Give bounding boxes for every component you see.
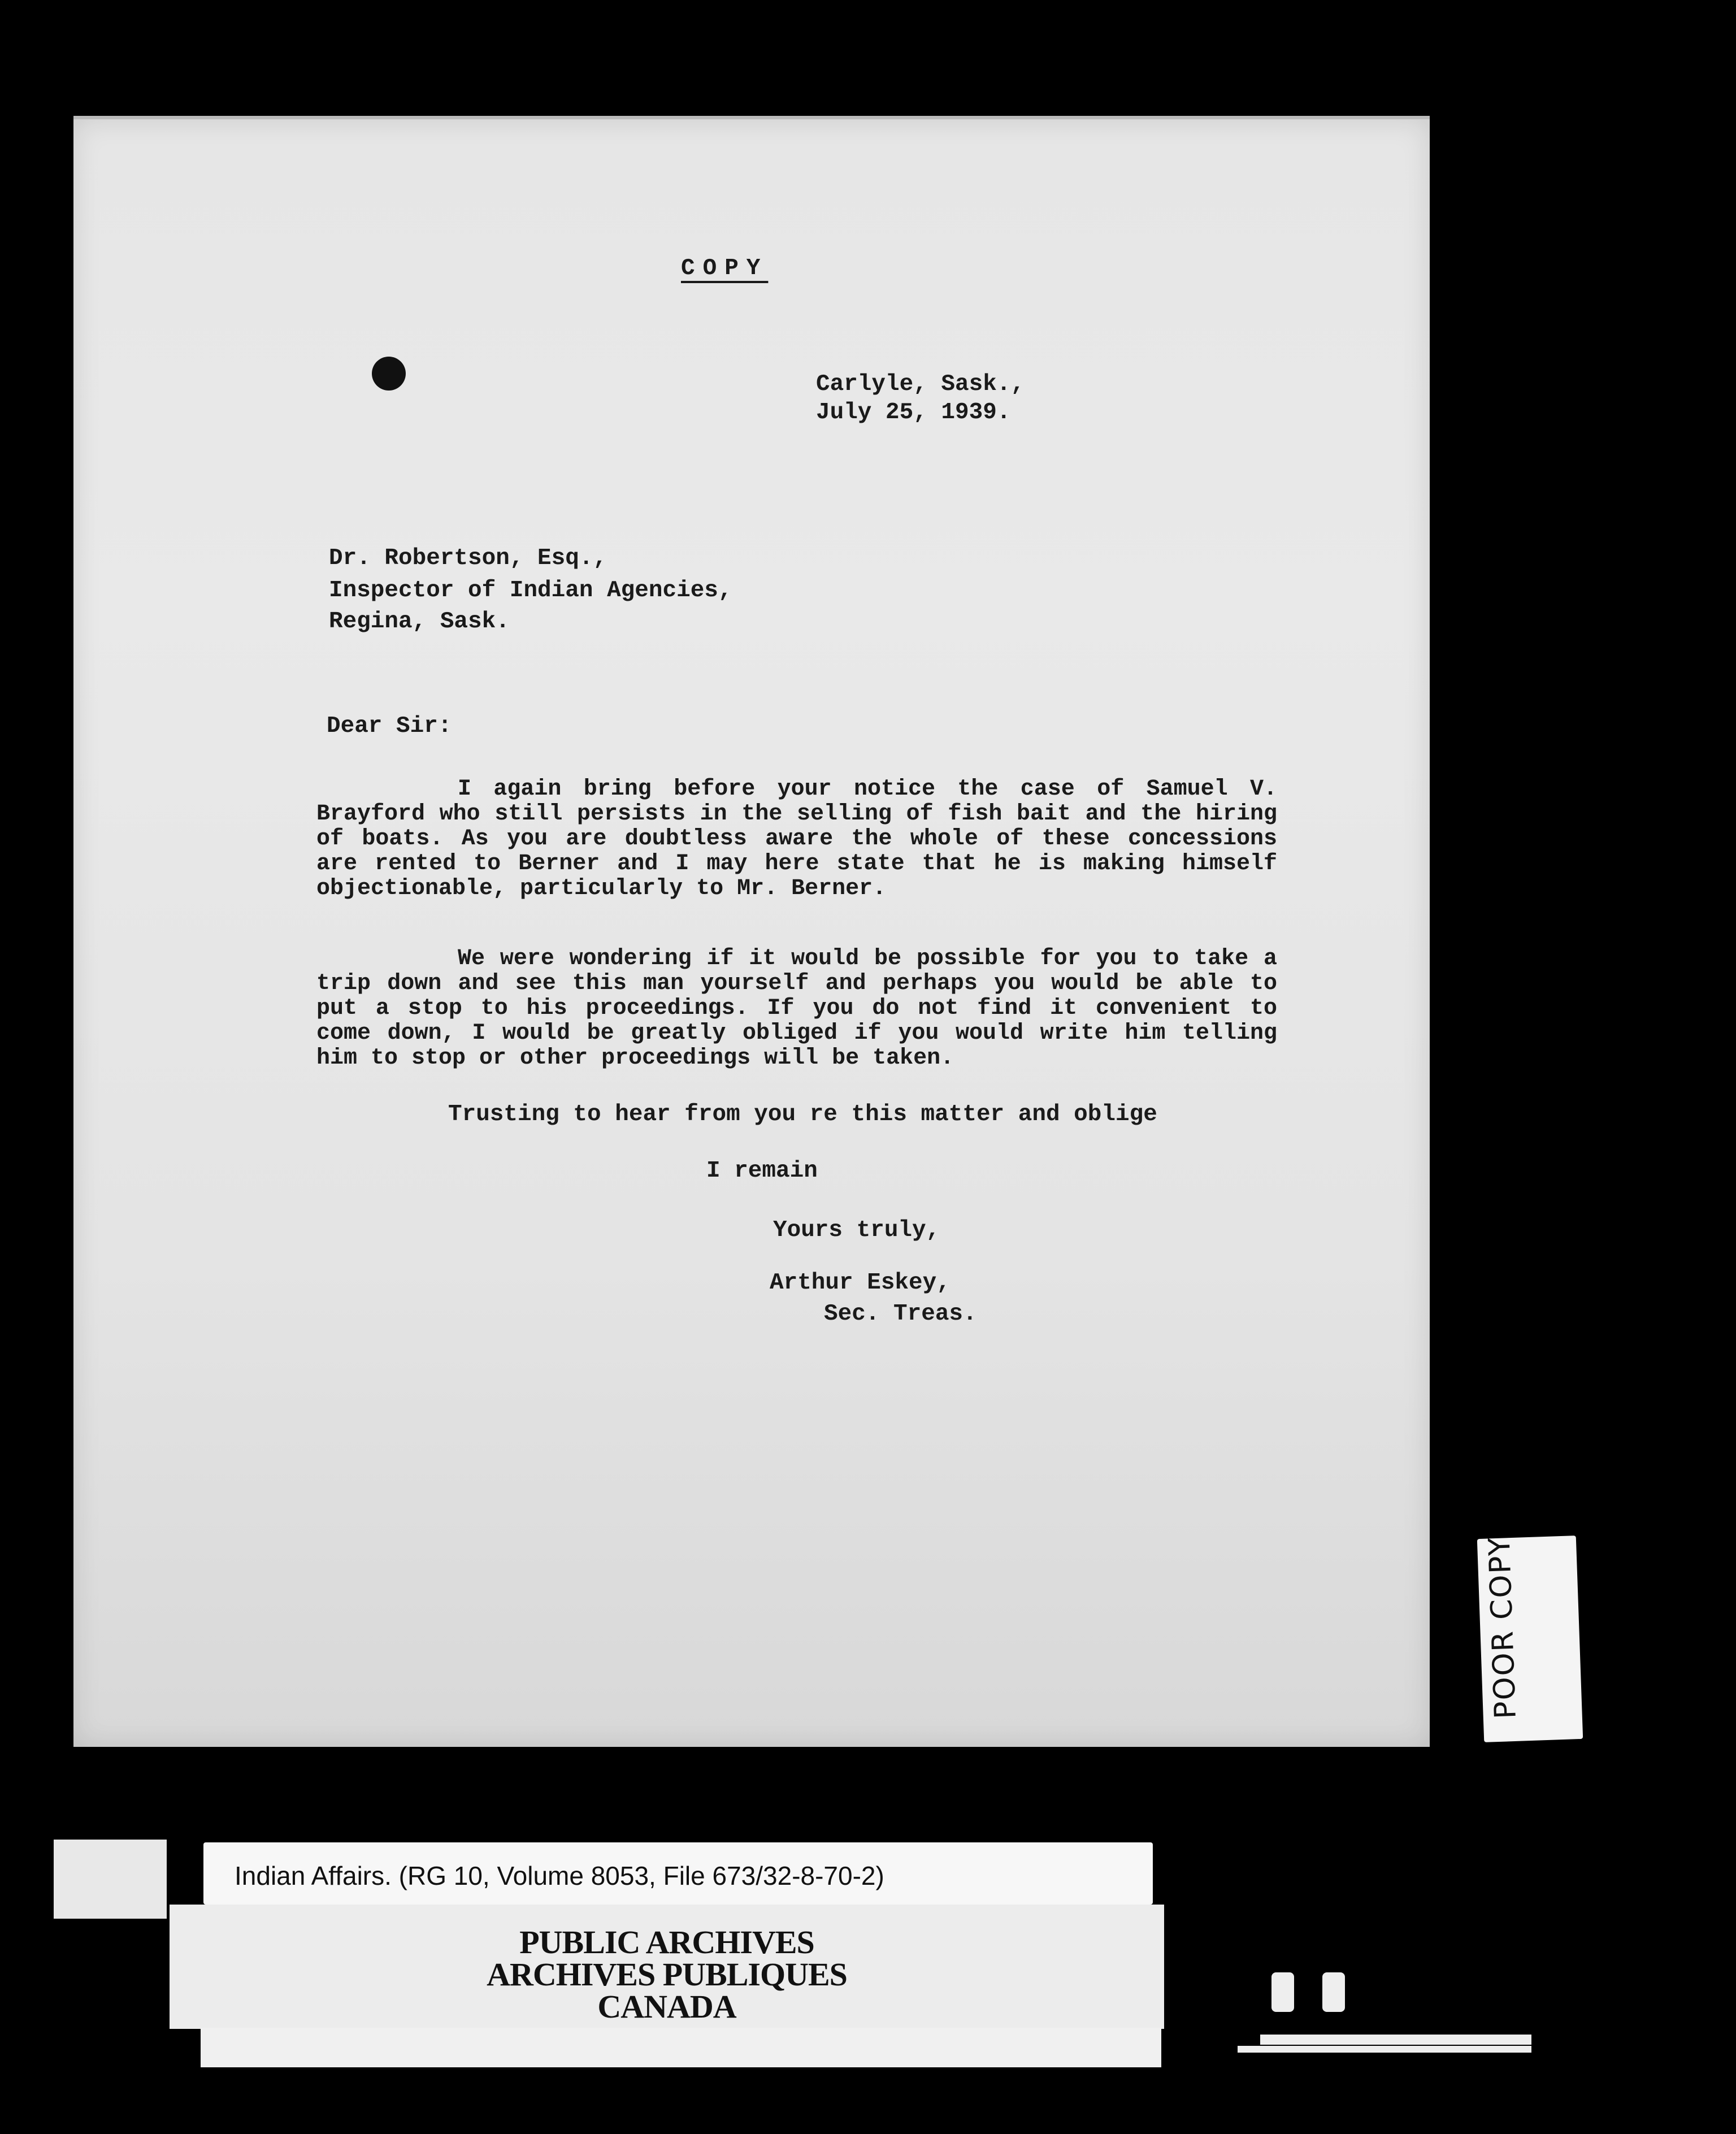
closing-remain: I remain <box>706 1158 818 1184</box>
archive-country: CANADA <box>597 1988 736 2025</box>
addressee-location: Regina, Sask. <box>329 609 510 635</box>
signature-title: Sec. Treas. <box>824 1301 977 1327</box>
body-paragraph-3: Trusting to hear from you re this matter and oblige <box>448 1101 1157 1127</box>
letter-page <box>73 116 1430 1747</box>
letter-date: July 25, 1939. <box>816 400 1011 426</box>
label-backing <box>54 1840 167 1919</box>
poor-copy-stamp <box>1477 1536 1583 1742</box>
punch-hole <box>372 357 406 391</box>
body-paragraph-2: We were wondering if it would be possible for you to take a trip down and see this man yourself and perhaps you would be able to put a stop to his proceedings. If you do not find it convenient to come down, I would be greatly obliged if you would write him telling him to stop or other proceedings will be taken. <box>316 946 1277 1071</box>
signature-name: Arthur Eskey, <box>770 1270 951 1296</box>
addressee-name: Dr. Robertson, Esq., <box>329 545 607 571</box>
letter-place: Carlyle, Sask., <box>816 371 1025 397</box>
archive-name-en: PUBLIC ARCHIVES <box>519 1924 814 1960</box>
poor-copy-stamp-text: POOR COPY <box>1482 1536 1523 1720</box>
label-bottom-strip <box>201 2028 1161 2067</box>
archive-reference-label <box>203 1842 1153 1905</box>
film-edge-marks <box>1226 1961 1554 2074</box>
closing-yours-truly: Yours truly, <box>773 1217 940 1243</box>
salutation: Dear Sir: <box>327 713 452 739</box>
document-title: COPY <box>681 255 769 281</box>
archive-name-fr: ARCHIVES PUBLIQUES <box>487 1956 847 1993</box>
body-paragraph-1: I again bring before your notice the case of Samuel V. Brayford who still persists in the selling of fish bait and the hiring of boats. As you are doubtless aware the whole of these concessions are rented to Berner and I may here state that he is making himself objectionable, particularly to Mr. Berner. <box>316 777 1277 901</box>
addressee-title: Inspector of Indian Agencies, <box>329 578 732 604</box>
archive-name-label <box>170 1905 1164 2029</box>
archive-reference-text: Indian Affairs. (RG 10, Volume 8053, File 673/32-8-70-2) <box>235 1861 884 1890</box>
